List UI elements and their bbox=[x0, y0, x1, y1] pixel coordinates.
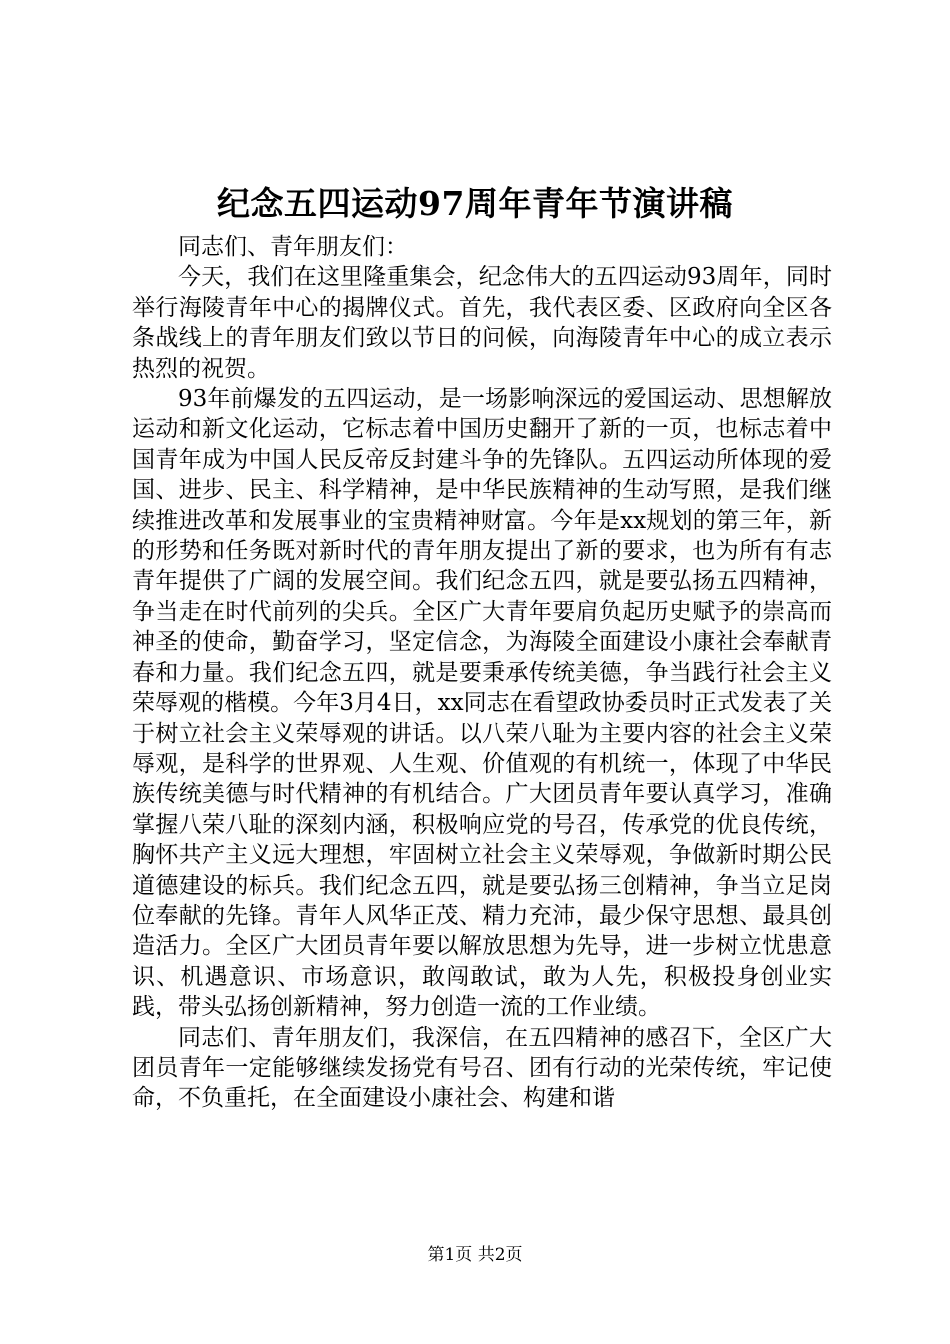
document-title: 纪念五四运动97周年青年节演讲稿 bbox=[217, 184, 733, 223]
paragraph-2: 93年前爆发的五四运动，是一场影响深远的爱国运动、思想解放运动和新文化运动，它标志着中国历史翻开了新的一页，也标志着中国青年成为中国人民反帝反封建斗争的先锋队。五四运动所体现的爱国、进步、民主、科学精神，是中华民族精神的生动写照，是我们继续推进改革和发展事业的宝贵精神财富。今年是xx规划的第三年，新的形势和任务既对新时代的青年朋友提出了新的要求，也为所有有志青年提供了广阔的发展空间。我们纪念五四，就是要弘扬五四精神，争当走在时代前列的尖兵。全区广大青年要肩负起历史赋予的崇高而神圣的使命，勤奋学习，坚定信念，为海陵全面建设小康社会奉献青春和力量。我们纪念五四，就是要秉承传统美德，争当践行社会主义荣辱观的楷模。今年3月4日，xx同志在看望政协委员时正式发表了关于树立社会主义荣辱观的讲话。以八荣八耻为主要内容的社会主义荣辱观，是科学的世界观、人生观、价值观的有机统一，体现了中华民族传统美德与时代精神的有机结合。广大团员青年要认真学习，准确掌握八荣八耻的深刻内涵，积极响应党的号召，传承党的优良传统，胸怀共产主义远大理想，牢固树立社会主义荣辱观，争做新时期公民道德建设的标兵。我们纪念五四，就是要弘扬三创精神，争当立足岗位奉献的先锋。青年人风华正茂、精力充沛，最少保守思想、最具创造活力。全区广大团员青年要以解放思想为先导，进一步树立忧患意识、机遇意识、市场意识，敢闯敢试，敢为人先，积极投身创业实践，带头弘扬创新精神，努力创造一流的工作业绩。 bbox=[132, 386, 832, 1021]
document-body bbox=[132, 232, 832, 1114]
salutation: 同志们、青年朋友们： bbox=[178, 234, 408, 260]
paragraph-3: 同志们、青年朋友们，我深信，在五四精神的感召下，全区广大团员青年一定能够继续发扬党有号召、团有行动的光荣传统，牢记使命，不负重托，在全面建设小康社会、构建和谐 bbox=[132, 1024, 832, 1112]
page-number: 第1页 共2页 bbox=[427, 1245, 523, 1265]
paragraph-1: 今天，我们在这里隆重集会，纪念伟大的五四运动93周年，同时举行海陵青年中心的揭牌仪式。首先，我代表区委、区政府向全区各条战线上的青年朋友们致以节日的问候，向海陵青年中心的成立表示热烈的祝贺。 bbox=[132, 264, 832, 382]
